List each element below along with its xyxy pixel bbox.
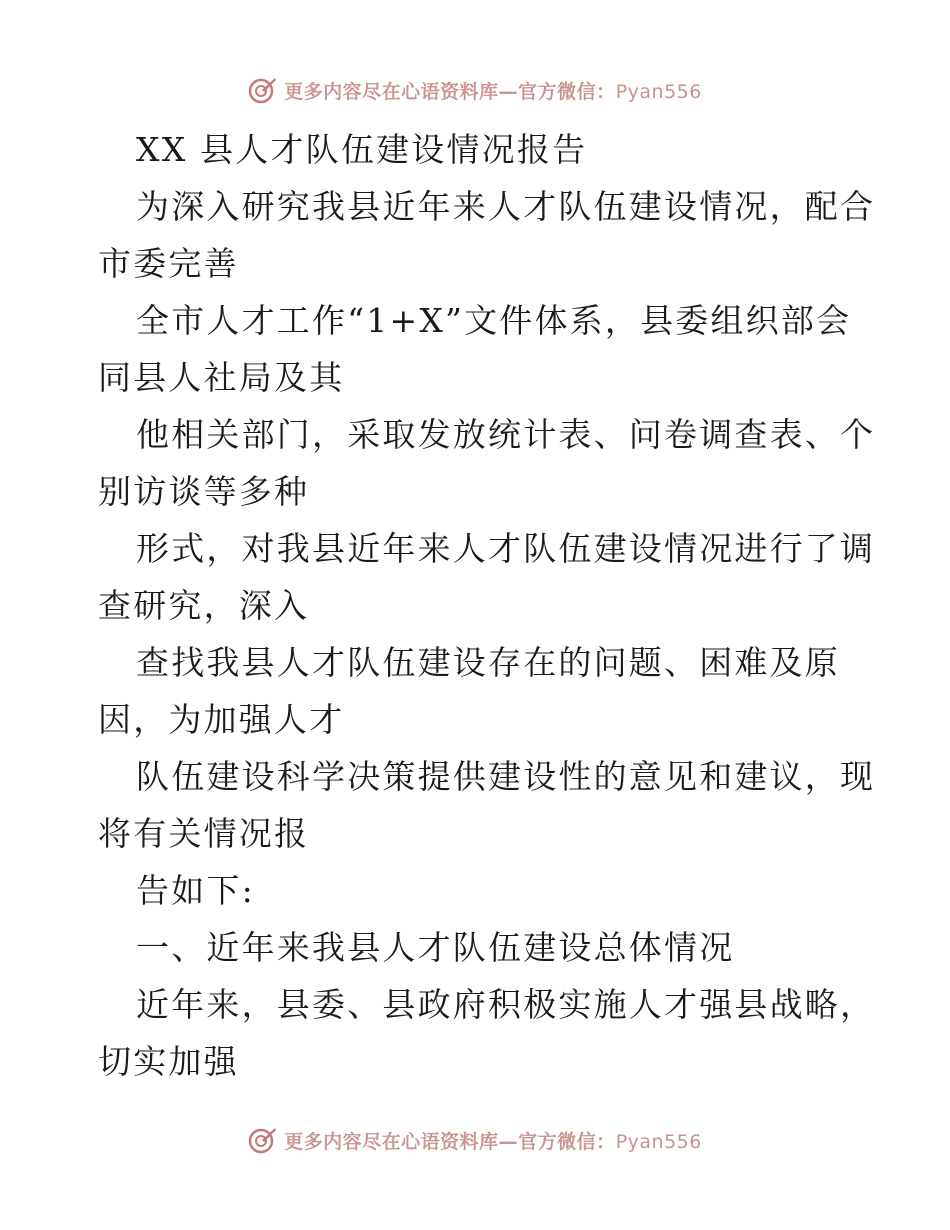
document-line: 查找我县人才队伍建设存在的问题、困难及原 xyxy=(136,643,840,682)
brush-logo-icon xyxy=(248,75,278,105)
document-line: 查研究，深入 xyxy=(98,586,310,625)
document-line: 别访谈等多种 xyxy=(98,472,310,511)
document-line: 近年来，县委、县政府积极实施人才强县战略， xyxy=(136,985,876,1024)
document-line: 一、近年来我县人才队伍建设总体情况 xyxy=(136,928,735,967)
document-line: 将有关情况报 xyxy=(98,814,310,853)
watermark-banner-bottom xyxy=(0,1120,950,1160)
document-line: 为深入研究我县近年来人才队伍建设情况，配合 xyxy=(136,187,876,226)
document-line: 他相关部门，采取发放统计表、问卷调查表、个 xyxy=(136,415,876,454)
document-body xyxy=(98,121,876,1090)
document-line: 告如下: xyxy=(136,871,255,910)
document-line: 切实加强 xyxy=(98,1042,239,1081)
watermark-banner-top xyxy=(0,70,950,110)
watermark-text: 更多内容尽在心语资料库—官方微信：Pyan556 xyxy=(284,1130,702,1153)
document-line: 市委完善 xyxy=(98,244,239,283)
document-line: XX 县人才队伍建设情况报告 xyxy=(136,130,588,169)
document-line: 同县人社局及其 xyxy=(98,358,345,397)
document-line: 形式，对我县近年来人才队伍建设情况进行了调 xyxy=(136,529,876,568)
brush-logo-icon xyxy=(248,1125,278,1155)
document-line: 因，为加强人才 xyxy=(98,700,345,739)
document-line: 全市人才工作“1+X”文件体系，县委组织部会 xyxy=(136,301,852,340)
document-line: 队伍建设科学决策提供建设性的意见和建议，现 xyxy=(136,757,876,796)
watermark-text: 更多内容尽在心语资料库—官方微信：Pyan556 xyxy=(284,80,702,103)
